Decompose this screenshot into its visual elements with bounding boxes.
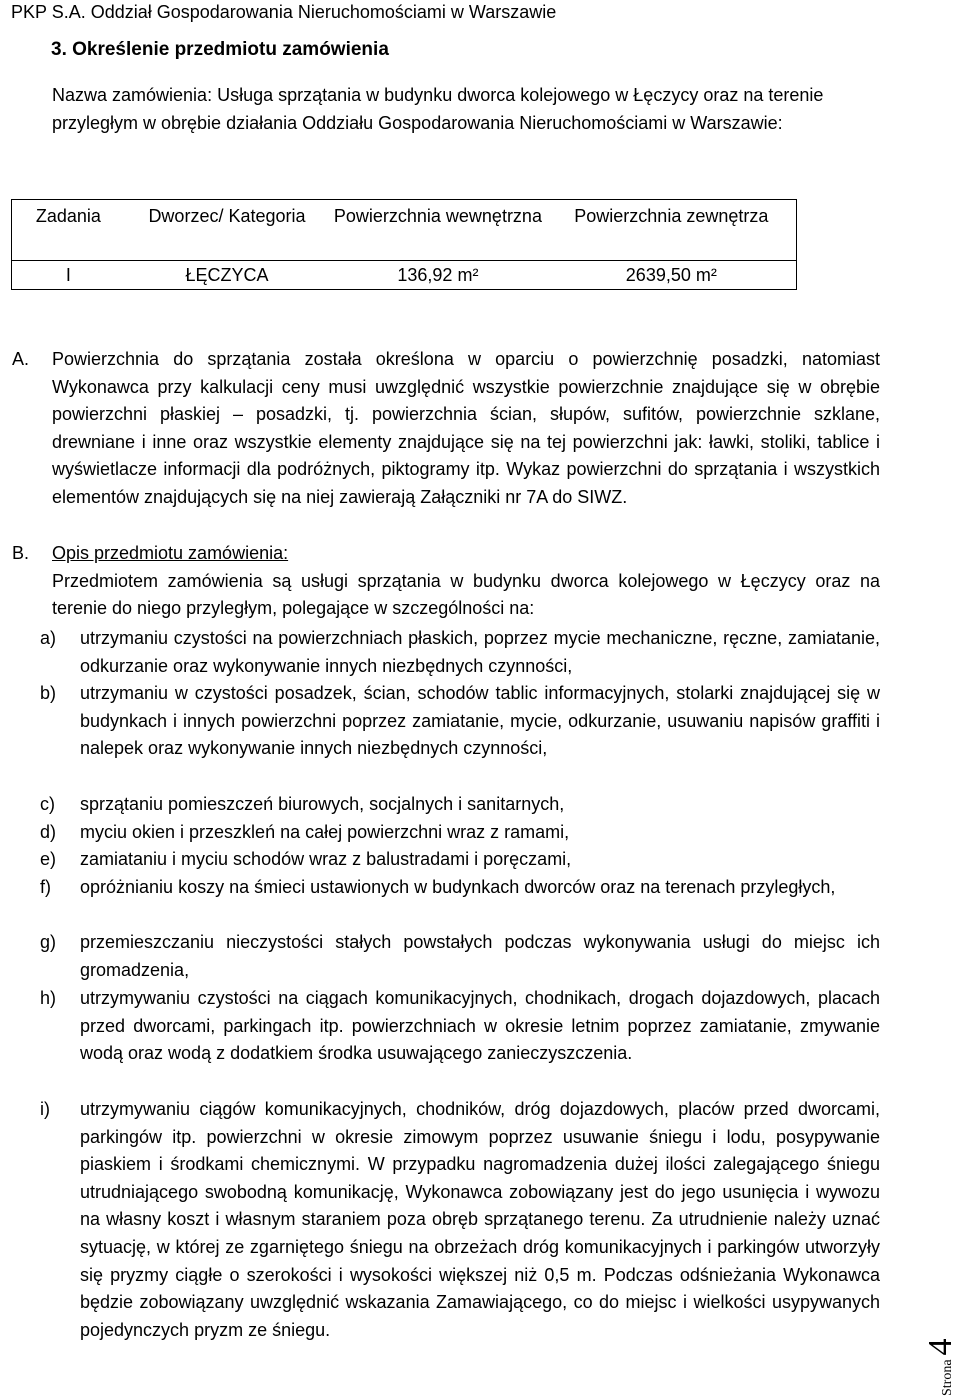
paragraph-b (12, 540, 880, 630)
paragraph-a-marker: A. (12, 349, 30, 369)
list-item (40, 874, 880, 930)
paragraph-b-marker: B. (12, 543, 30, 563)
list-item-text: opróżnianiu koszy na śmieci ustawionych w budynkach dworców oraz na terenach przyległych, (80, 877, 836, 897)
list-item (40, 819, 880, 847)
list-item-marker: i) (40, 1099, 50, 1119)
paragraph-a-text: Powierzchnia do sprzątania została określona w oparciu o powierzchnię posadzki, natomiast Wykonawca przy kalkulacji ceny musi uwzględnić wszystkie powierzchnie znajdujące się w obrębie powierzchni płaskiej – posadzki, tj. powierzchnia ścian, słupów, sufitów, powierzchnie szklane, drewniane i inne oraz wszystkie elementy znajdujące się na tej powierzchni jak: ławki, stoliki, tablice i wyświetlacze informacji dla podróżnych, piktogramy itp. Wykaz powierzchni do sprzątania i wszystkich elementów znajdujących się na niej zawierają Załączniki nr 7A do SIWZ. (52, 349, 880, 507)
list-item-text: zamiataniu i myciu schodów wraz z balustradami i poręczami, (80, 849, 572, 869)
table-cell: 2639,50 m² (547, 261, 797, 290)
list-item-marker: h) (40, 988, 57, 1008)
list-item-text: myciu okien i przeszkleń na całej powierzchni wraz z ramami, (80, 822, 570, 842)
section-title: 3. Określenie przedmiotu zamówienia (51, 39, 389, 60)
table-header-cell: Powierzchnia zewnętrza (547, 200, 797, 261)
list-item-marker: d) (40, 822, 57, 842)
list-item (40, 929, 880, 985)
list-item-marker: e) (40, 849, 57, 869)
page-header: PKP S.A. Oddział Gospodarowania Nieruchomościami w Warszawie (11, 2, 557, 22)
page-number: 4 (922, 1338, 959, 1356)
list-item-text: utrzymaniu w czystości posadzek, ścian, schodów tablic informacyjnych, stolarki znajdującej się w budynkach i innych powierzchni poprzez zamiatanie, mycie, odkurzanie, usuwaniu napisów graffiti i nalepek oraz wykonywanie innych niezbędnych czynności, (80, 683, 880, 759)
table-header-cell: Dworzec/ Kategoria (125, 200, 329, 261)
list-item (40, 1096, 880, 1376)
order-name-paragraph: Nazwa zamówienia: Usługa sprzątania w budynku dworca kolejowego w Łęczycy oraz na terenie przyległym w obrębie działania Oddziału Gospodarowania Nieruchomościami w Warszawie: (52, 85, 824, 133)
table-header-cell: Zadania (12, 200, 125, 261)
list-item-text: sprzątaniu pomieszczeń biurowych, socjalnych i sanitarnych, (80, 794, 565, 814)
table-row (12, 261, 797, 290)
list-item (40, 846, 880, 874)
list-item (40, 680, 880, 790)
table-cell: ŁĘCZYCA (125, 261, 329, 290)
table-header-cell: Powierzchnia wewnętrzna (329, 200, 546, 261)
paragraph-b-intro: Przedmiotem zamówienia są usługi sprzątania w budynku dworca kolejowego w Łęczycy oraz na terenie do niego przyległym, polegające w szczególności na: (52, 570, 880, 619)
list-item-marker: f) (40, 877, 51, 897)
page-footer (921, 1310, 960, 1396)
areas-table (11, 199, 797, 290)
list-item-marker: a) (40, 628, 57, 648)
list-item-marker: g) (40, 932, 57, 952)
paragraph-b-heading: Opis przedmiotu zamówienia: (52, 543, 289, 563)
list-item (40, 625, 880, 681)
list-item (40, 985, 880, 1097)
list-item-text: utrzymywaniu ciągów komunikacyjnych, chodników, dróg dojazdowych, placów przed dworcami, parkingów itp. powierzchni w okresie zimowym poprzez usuwanie śniegu i lodu, posypywanie piaskiem i środkami chemicznymi. W przypadku nagromadzenia dużej ilości zalegającego śniegu utrudniającego swobodną komunikację, Wykonawca zobowiązany jest do jego usunięcia i wywozu na własny koszt i własnym staraniem poza obręb sprzątanego terenu. Za utrudnienie należy uznać sytuację, w której ze zgarniętego śniegu na obrzeżach dróg komunikacyjnych i parkingów utworzyły się pryzmy ciągłe o szerokości i wysokości większej niż 0,5 m. Podczas odśnieżania Wykonawca będzie zobowiązany uwzględnić wskazania Zamawiającego, co do miejsc i wielkości usypywanych pojedynczych pryzm ze śniegu. (80, 1099, 880, 1340)
table-cell: I (12, 261, 125, 290)
list-item (40, 791, 880, 819)
paragraph-a (12, 346, 880, 546)
list-item-text: przemieszczaniu nieczystości stałych powstałych podczas wykonywania usługi do miejsc ich gromadzenia, (80, 932, 880, 980)
table-header-row (12, 200, 797, 261)
table-cell: 136,92 m² (329, 261, 546, 290)
list-item-marker: c) (40, 794, 55, 814)
list-item-marker: b) (40, 683, 57, 703)
list-item-text: utrzymaniu czystości na powierzchniach płaskich, poprzez mycie mechaniczne, ręczne, zamiatanie, odkurzanie oraz wykonywanie innych niezbędnych czynności, (80, 628, 880, 676)
page-label: Strona (940, 1359, 955, 1396)
list-item-text: utrzymywaniu czystości na ciągach komunikacyjnych, chodnikach, drogach dojazdowych, placach przed dworcami, parkingach itp. powierzchniach w okresie letnim poprzez zamiatanie, zmywanie wodą oraz wodą z dodatkiem środka usuwającego zanieczyszczenia. (80, 988, 880, 1064)
